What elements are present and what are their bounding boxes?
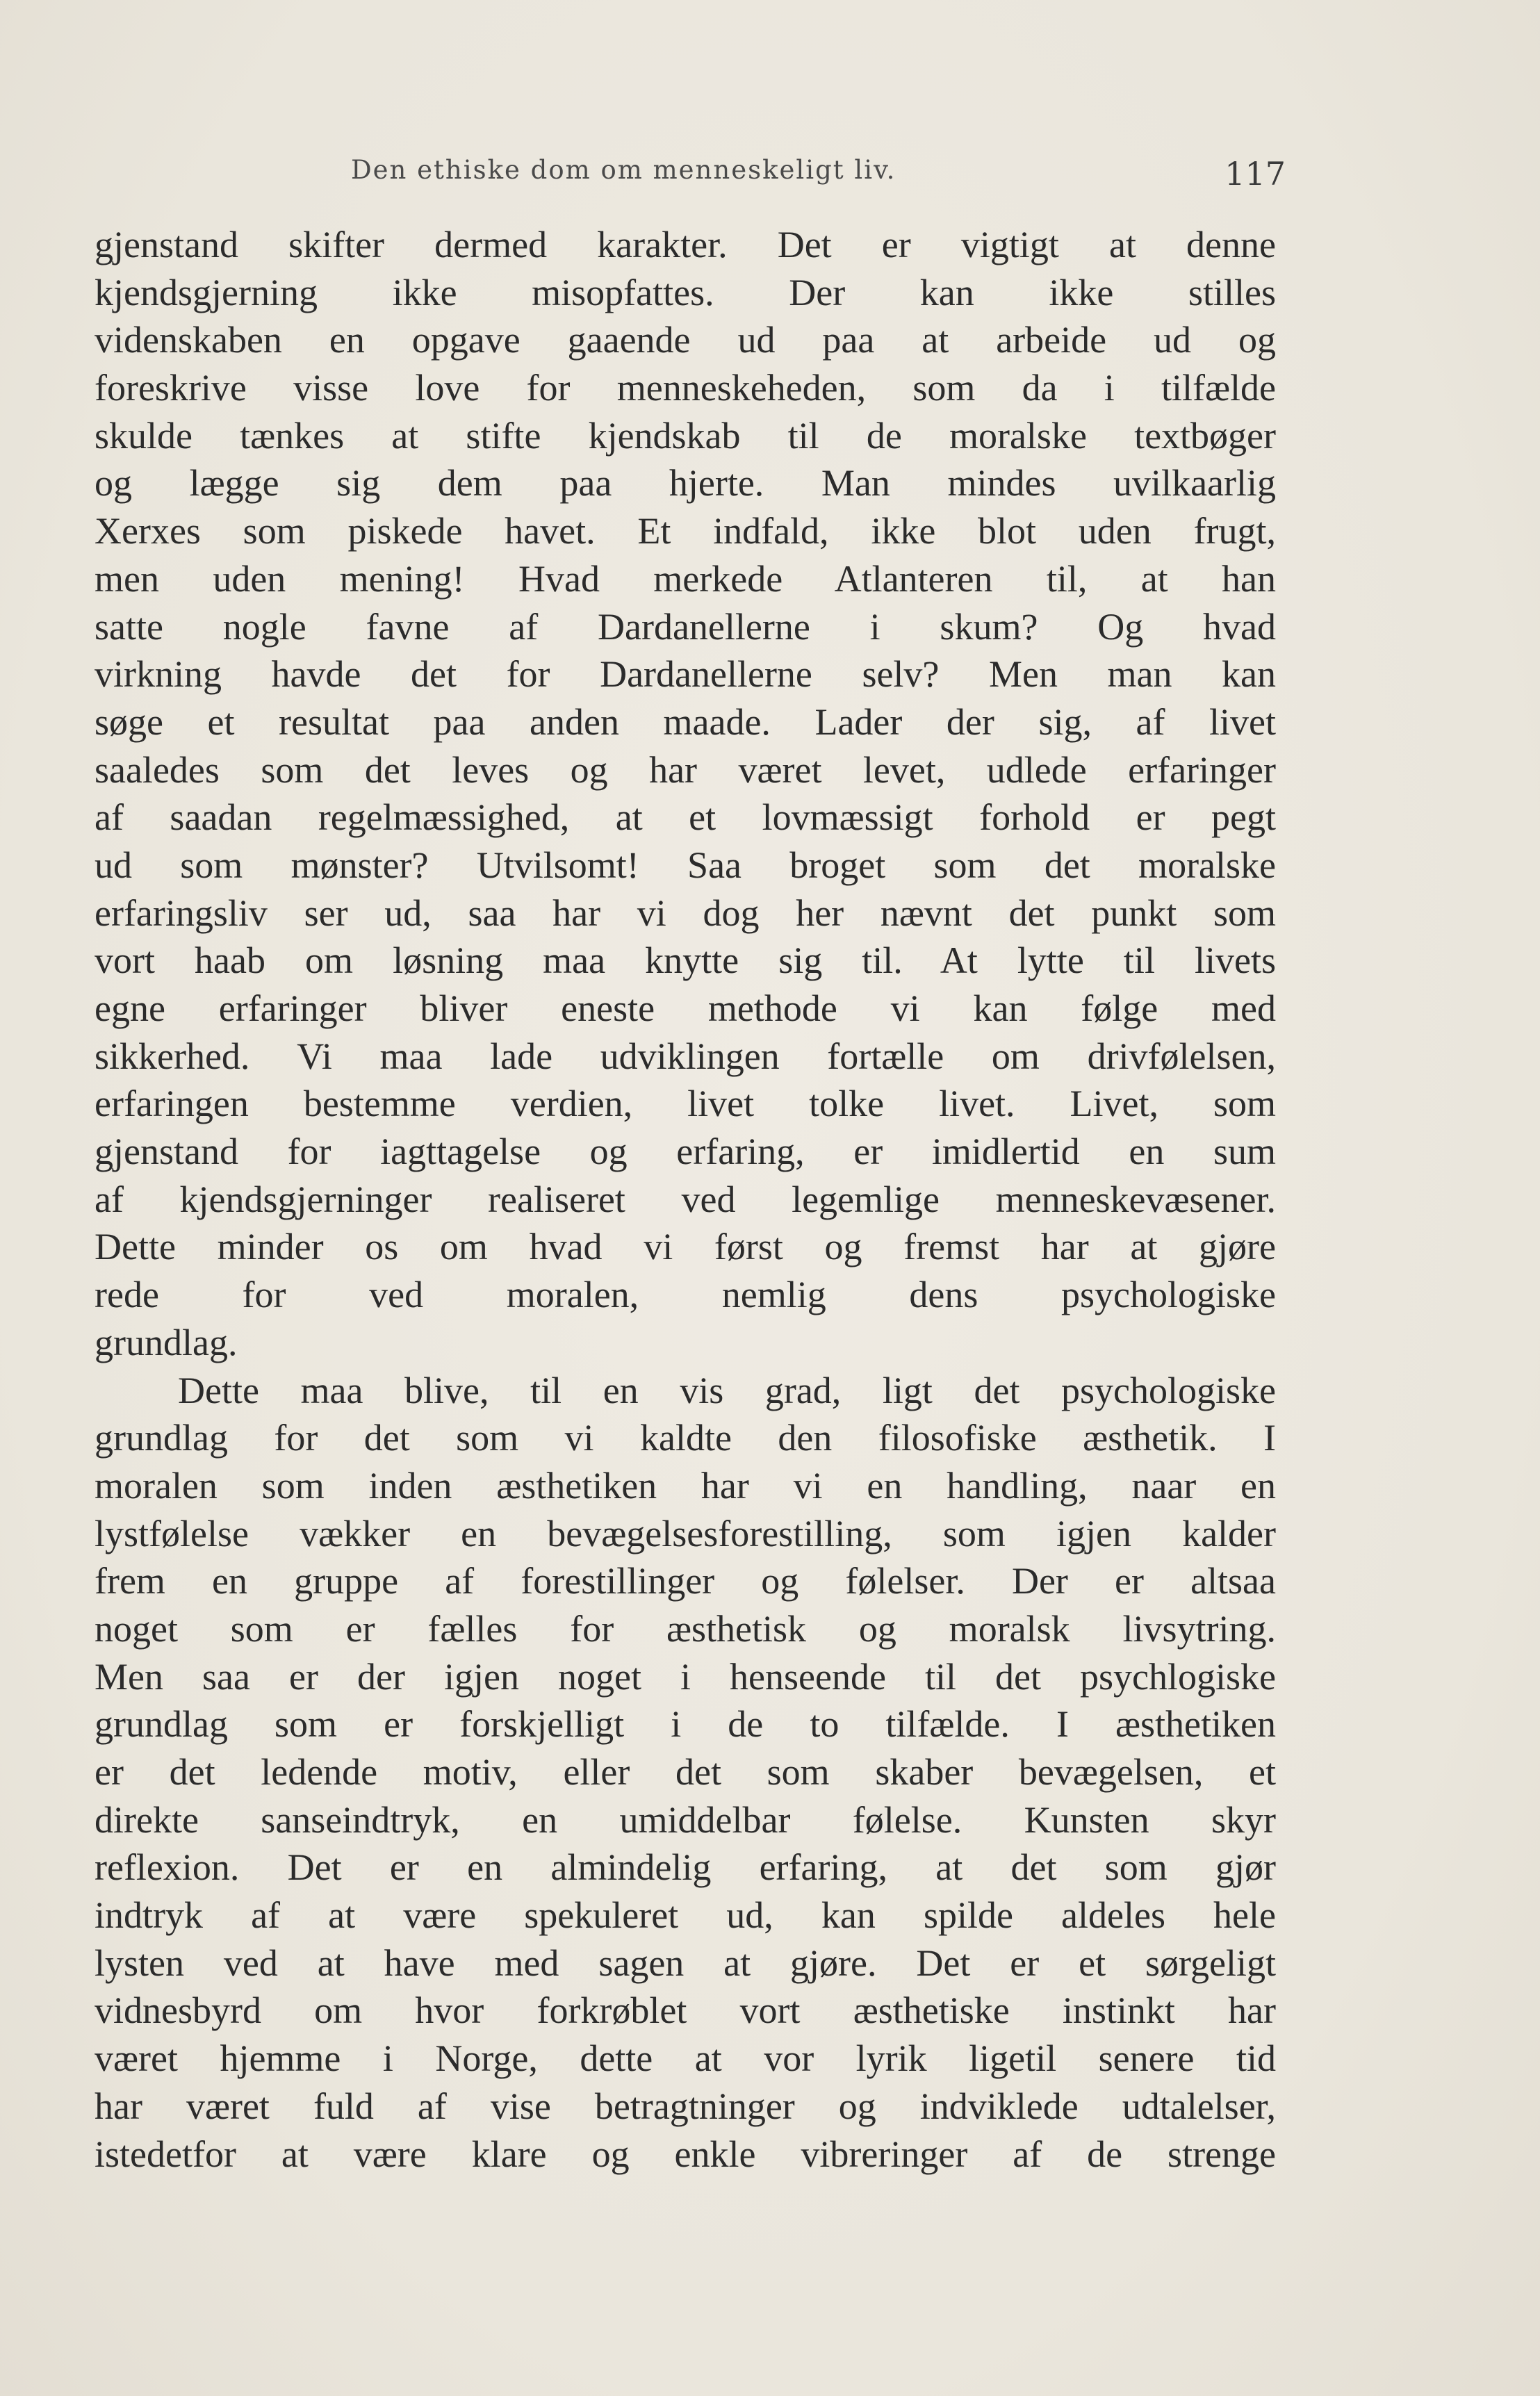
text-line: virkning havde det for Dardanellerne selv? Men man kan (95, 653, 1276, 696)
text-line: er det ledende motiv, eller det som skaber bevægelsen, et (95, 1751, 1276, 1793)
text-line: Dette minder os om hvad vi først og fremst har at gjøre (95, 1226, 1276, 1268)
text-line: lysten ved at have med sagen at gjøre. Det er et sørgeligt (95, 1942, 1276, 1984)
text-line: søge et resultat paa anden maade. Lader der sig, af livet (95, 700, 1276, 743)
text-line: lystfølelse vækker en bevægelsesforestilling, som igjen kalder (95, 1512, 1276, 1554)
text-line: videnskaben en opgave gaaende ud paa at arbeide ud og (95, 319, 1276, 361)
text-line: saaledes som det leves og har været levet, udlede erfaringer (95, 748, 1276, 791)
paragraph-2 (95, 1367, 1276, 2178)
paragraph-1 (95, 221, 1276, 1367)
text-line: noget som er fælles for æsthetisk og moralsk livsytring. (95, 1607, 1276, 1650)
text-line: af saadan regelmæssighed, at et lovmæssigt forhold er pegt (95, 796, 1276, 839)
text-line: rede for ved moralen, nemlig dens psychologiske (95, 1274, 1276, 1316)
text-line: erfaringen bestemme verdien, livet tolke livet. Livet, som (95, 1083, 1276, 1125)
text-line: reflexion. Det er en almindelig erfaring, at det som gjør (95, 1846, 1276, 1889)
text-line: været hjemme i Norge, dette at vor lyrik ligetil senere tid (95, 2037, 1276, 2080)
text-line: skulde tænkes at stifte kjendskab til de moralske textbøger (95, 414, 1276, 457)
text-line: af kjendsgjerninger realiseret ved legemlige menneskevæsener. (95, 1178, 1276, 1220)
text-line: Dette maa blive, til en vis grad, ligt det psychologiske (178, 1369, 1276, 1411)
text-line: foreskrive visse love for menneskeheden, som da i tilfælde (95, 367, 1276, 409)
text-line: ud som mønster? Utvilsomt! Saa broget som det moralske (95, 844, 1276, 886)
text-line: men uden mening! Hvad merkede Atlanteren til, at han (95, 557, 1276, 600)
text-line: grundlag som er forskjelligt i de to tilfælde. I æsthetiken (95, 1703, 1276, 1746)
text-line: Xerxes som piskede havet. Et indfald, ikke blot uden frugt, (95, 510, 1276, 552)
text-line: gjenstand for iagttagelse og erfaring, er imidlertid en sum (95, 1131, 1276, 1173)
body-text (95, 221, 1276, 2178)
text-line: erfaringsliv ser ud, saa har vi dog her nævnt det punkt som (95, 892, 1276, 934)
text-line: sikkerhed. Vi maa lade udviklingen fortælle om drivfølelsen, (95, 1035, 1276, 1077)
text-line: direkte sanseindtryk, en umiddelbar følelse. Kunsten skyr (95, 1798, 1276, 1841)
text-line: istedetfor at være klare og enkle vibreringer af de strenge (95, 2133, 1276, 2175)
page-number: 117 (1224, 155, 1286, 192)
text-line: vort haab om løsning maa knytte sig til. At lytte til livets (95, 939, 1276, 982)
text-line: moralen som inden æsthetiken har vi en handling, naar en (95, 1464, 1276, 1507)
text-line: vidnesbyrd om hvor forkrøblet vort æsthetiske instinkt har (95, 1989, 1276, 2032)
text-line: har været fuld af vise betragtninger og indviklede udtalelser, (95, 2085, 1276, 2127)
running-head (90, 149, 1286, 198)
text-line: egne erfaringer bliver eneste methode vi kan følge med (95, 987, 1276, 1029)
running-title: Den ethiske dom om menneskeligt liv. (351, 155, 896, 185)
text-line: gjenstand skifter dermed karakter. Det er vigtigt at denne (95, 224, 1276, 265)
text-line: kjendsgjerning ikke misopfattes. Der kan ikke stilles (95, 271, 1276, 313)
text-line: grundlag for det som vi kaldte den filosofiske æsthetik. I (95, 1417, 1276, 1459)
text-line: frem en gruppe af forestillinger og følelser. Der er altsaa (95, 1560, 1276, 1602)
text-line: og lægge sig dem paa hjerte. Man mindes uvilkaarlig (95, 462, 1276, 504)
text-line: grundlag. (95, 1321, 238, 1363)
text-line: Men saa er der igjen noget i henseende til det psychlogiske (95, 1655, 1276, 1698)
text-line: indtryk af at være spekuleret ud, kan spilde aldeles hele (95, 1894, 1276, 1937)
text-line: satte nogle favne af Dardanellerne i skum? Og hvad (95, 605, 1276, 648)
